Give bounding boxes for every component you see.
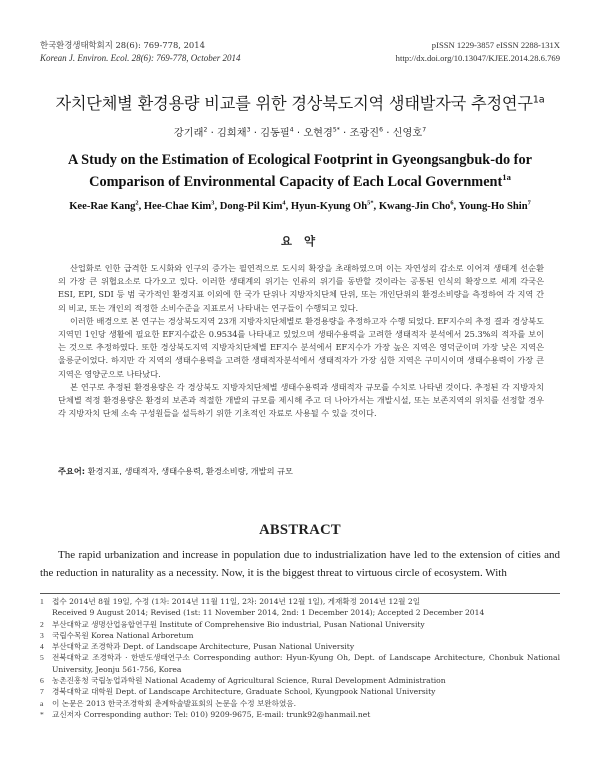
issn-line: pISSN 1229-3857 eISSN 2288-131X bbox=[431, 40, 560, 50]
footnotes bbox=[40, 596, 560, 720]
korean-author: 강기래$^2$ bbox=[173, 126, 208, 139]
english-title bbox=[36, 150, 564, 193]
korean-author: 오현경$^{5*}$ bbox=[303, 126, 340, 139]
footnote-text: 전북대학교 조경학과 · 한반도생태연구소 Corresponding author: Hyun-Kyung Oh, Dept. of Landscape Architecture, Chonbuk National University, Jeonju 561-756, Korea bbox=[52, 653, 560, 674]
korean-title bbox=[0, 90, 600, 114]
english-abstract bbox=[40, 546, 560, 582]
journal-header-right bbox=[396, 39, 560, 64]
footnote-text: 이 논문은 2013 한국조경학회 춘계학술발표회의 논문을 수정 보완하였음. bbox=[52, 698, 297, 708]
footnote-mark: 3 bbox=[40, 630, 44, 640]
footnote-mark: 2 bbox=[40, 619, 44, 629]
korean-title-text: 자치단체별 환경용량 비교를 위한 경상북도지역 생태발자국 추정연구 bbox=[55, 94, 533, 113]
footnote-text: 농촌진흥청 국립농업과학원 National Academy of Agricultural Science, Rural Development Administration bbox=[52, 676, 446, 686]
korean-author: 신영호$^7$ bbox=[392, 126, 427, 139]
english-author: Young-Ho Shin$^7$ bbox=[458, 199, 531, 212]
keywords-label: 주요어: bbox=[58, 466, 86, 476]
english-author: Kwang-Jin Cho$^6$ bbox=[378, 199, 454, 212]
korean-abstract-heading: 요 약 bbox=[280, 234, 320, 248]
footnote-text: 경북대학교 대학원 Dept. of Landscape Architecture, Graduate School, Kyungpook National University bbox=[52, 687, 436, 697]
footnote-divider bbox=[40, 593, 560, 594]
english-title-sup: 1a bbox=[502, 171, 511, 182]
journal-name-english: Korean J. Environ. Ecol. 28(6): 769-778, October 2014 bbox=[40, 52, 241, 63]
footnote bbox=[40, 619, 560, 630]
footnote bbox=[40, 596, 560, 607]
korean-abstract-paragraph: 이러한 배경으로 본 연구는 경상북도지역 23개 지방자치단체별로 환경용량을 추정하고자 수행 되었다. EF지수의 추정 결과 경상북도지역민 1인당 생활에 필요한 EF지수값은 0.9534를 나타내고 있었으며 생태수용력을 고려한 생태적자 분석에서 25.3%의 적자를 보이는 것으로 추정하였다. 또한 경상북도지역 지방자치단체별 EF지수 분석에서 EF지수가 가장 높은 지역은 영덕군이며 가장 낮은 지역은 울릉군이었다. 하지만 각 지역의 생태수용력을 고려한 생태적자분석에서 생태적자가 가장 심한 지역은 구미시이며 생태수용력이 가장 큰 지역은 영양군으로 나타났다. bbox=[58, 315, 544, 379]
footnote-text: 부산대학교 생명산업융합연구원 Institute of Comprehensive Bio industrial, Pusan National University bbox=[52, 619, 425, 629]
korean-author: 김동필$^4$ bbox=[260, 126, 294, 139]
footnote-mark: 1 bbox=[40, 597, 44, 606]
footnote-mark: 6 bbox=[40, 676, 44, 686]
journal-header-left bbox=[40, 39, 241, 64]
footnote-text: 부산대학교 조경학과 Dept. of Landscape Architecture, Pusan National University bbox=[52, 642, 355, 652]
english-author-list: Kee-Rae Kang$^2$, Hee-Chae Kim$^3$, Dong-Pil Kim$^4$, Hyun-Kyung $Oh^{5*}$, Kwang-Jin Cho$^6$, Young-Ho Shin$^7$ bbox=[69, 199, 531, 212]
footnote-text: 국립수목원 Korea National Arboretum bbox=[52, 630, 194, 640]
footnote-mark: * bbox=[40, 709, 44, 719]
english-author: Hee-Chae Kim$^3$ bbox=[143, 199, 215, 212]
korean-author-list: 강기래$^2$ · 김희채$^3$ · 김동필$^4$ · 오현경$^{5*}$ · 조광진$^6$ · 신영호$^7$ bbox=[173, 126, 427, 139]
footnote bbox=[40, 709, 560, 720]
english-abstract-heading: ABSTRACT bbox=[259, 522, 341, 538]
footnote-mark: 7 bbox=[40, 687, 44, 697]
footnote bbox=[40, 652, 560, 675]
footnote bbox=[40, 686, 560, 697]
english-author: Dong-Pil Kim$^4$ bbox=[219, 199, 286, 212]
footnote-text: 교신저자 Corresponding author: Tel: 010) 9209-9675, E-mail: trunk92@hanmail.net bbox=[52, 709, 371, 719]
footnote-mark: a bbox=[40, 698, 44, 708]
footnote-mark bbox=[40, 607, 52, 618]
footnote bbox=[40, 675, 560, 686]
english-abstract-paragraph: The rapid urbanization and increase in population due to industrialization have led to the extension of cities and the reduction in naturality as a necessity. Now, it is the biggest threat to virtuous circle of ecosystem. With bbox=[40, 549, 560, 579]
english-author: Kee-Rae Kang$^2$ bbox=[69, 199, 139, 212]
keywords-line bbox=[58, 466, 544, 477]
english-author: Hyun-Kyung $Oh^{5*}$ bbox=[290, 199, 374, 212]
keywords-value: 환경지표, 생태적자, 생태수용력, 환경소비량, 개발의 규모 bbox=[87, 466, 293, 476]
footnote-text: 접수 2014년 8월 19일, 수정 (1차: 2014년 11월 11일, 2차: 2014년 12월 1일), 게재확정 2014년 12월 2일 bbox=[52, 597, 421, 606]
footnote-text: Received 9 August 2014; Revised (1st: 11 November 2014, 2nd: 1 December 2014); Accepted 2 December 2014 bbox=[52, 608, 485, 618]
journal-name-korean: 한국환경생태학회지 28(6): 769-778, 2014 bbox=[40, 40, 205, 50]
korean-author: 김희채$^3$ bbox=[217, 126, 251, 139]
english-title-text: A Study on the Estimation of Ecological Footprint in Gyeongsangbuk-do for Comparison of Environmental Capacity of Each Local Government bbox=[68, 152, 532, 190]
footnote bbox=[40, 630, 560, 641]
footnote-mark: 5 bbox=[40, 653, 44, 663]
footnote bbox=[40, 607, 560, 618]
footnote bbox=[40, 698, 560, 709]
korean-abstract-paragraph: 산업화로 인한 급격한 도시화와 인구의 증가는 필연적으로 도시의 확장을 초래하였으며 이는 자연성의 감소로 이어져 생태계 선순환의 가장 큰 위협요소로 다가오고 있다. 이러한 생태계의 위기는 인류의 위기를 동반할 것이라는 공통된 인식의 확장으로 세계 각국은 ESI, EPI, SDI 등 범 국가적인 환경지표 이외에 한 국가 단위나 지방자치단체 단위, 또는 개인단위의 환경소비량을 측정하여 각 지역 간의 비교, 또는 개인의 적정한 소비수준을 지표로서 나타내는 연구들이 수행되고 있다. bbox=[58, 263, 544, 313]
footnote bbox=[40, 641, 560, 652]
korean-author: 조광진$^6$ bbox=[349, 126, 383, 139]
korean-abstract-paragraph: 본 연구로 추정된 환경용량은 각 경상북도 지방자치단체별 생태수용력과 생태적자 규모를 수치로 나타낸 것이다. 추정된 각 지방자치단체별 적정 환경용량은 환경의 보존과 적절한 개발의 규모를 제시해 주고 더 나아가서는 개발시설, 또는 보존지역의 위치를 선정할 경우 각 지방자치 단체 소속 구성원들을 설득하기 위한 기초적인 자료로 사용될 수 있을 것이다. bbox=[58, 381, 544, 419]
korean-abstract bbox=[58, 262, 544, 420]
footnote-mark: 4 bbox=[40, 642, 44, 652]
korean-title-sup: 1a bbox=[532, 94, 545, 106]
doi-link[interactable]: http://dx.doi.org/10.13047/KJEE.2014.28.6.769 bbox=[395, 52, 560, 63]
